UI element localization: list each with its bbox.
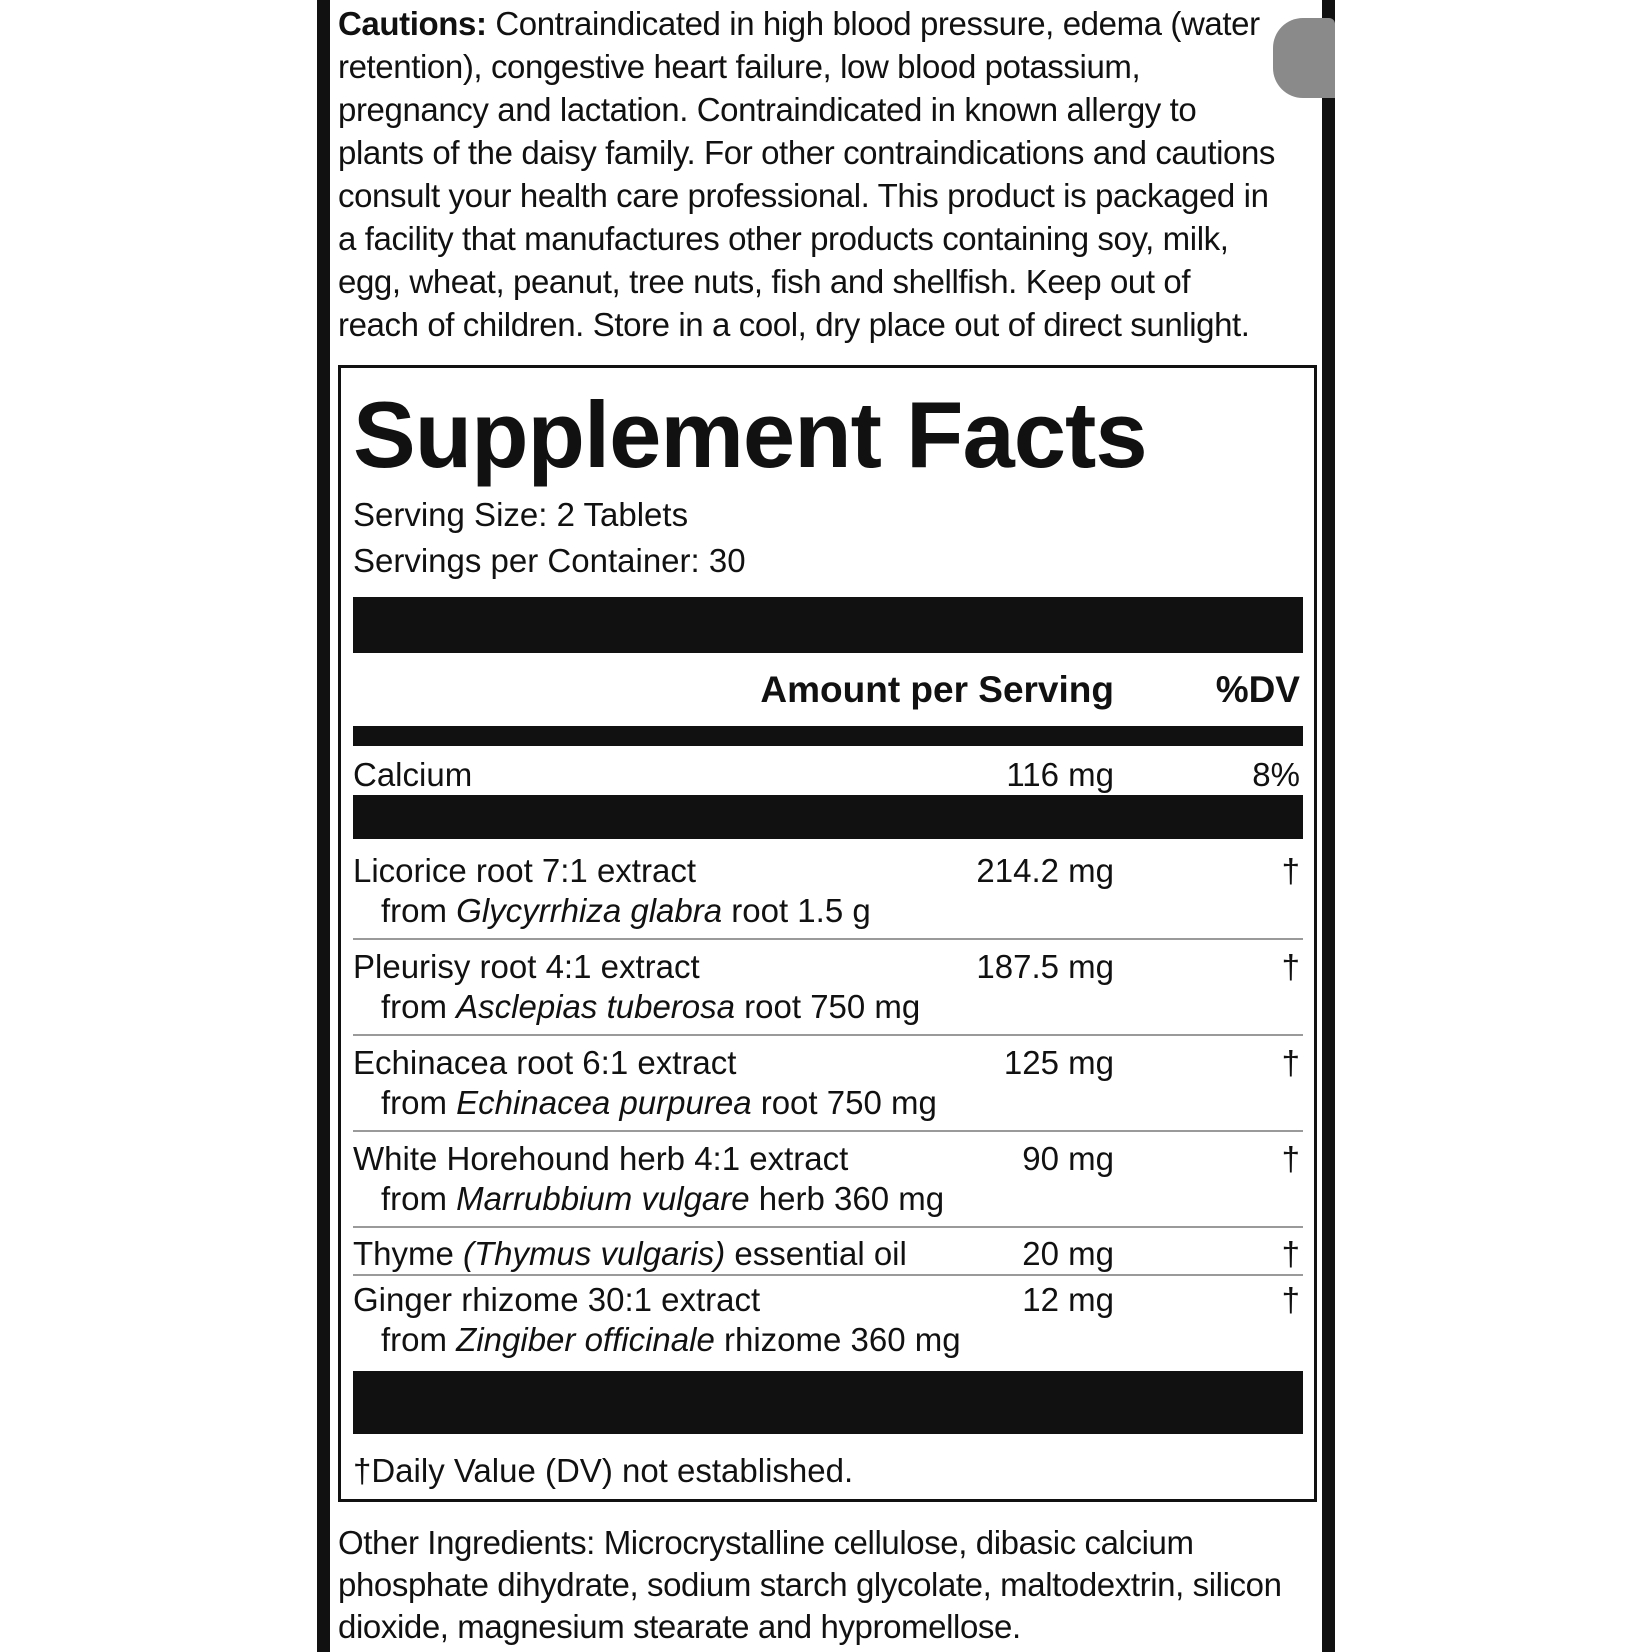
nutrient-name: Calcium	[353, 756, 473, 793]
row-divider	[353, 1226, 1303, 1228]
ingredient-source: from Zingiber officinale rhizome 360 mg	[381, 1321, 961, 1358]
supplement-facts-panel	[338, 365, 1317, 1502]
cautions-text: Contraindicated in high blood pressure, edema (water retention), congestive heart failure, low blood potassium, pregnancy and lactation. Contraindicated in known allergy to plants of the daisy family. For other contraindications and cautions consult your health care professional. This product is packaged in a facility that manufactures other products containing soy, milk, egg, wheat, peanut, tree nuts, fish and shellfish. Keep out of reach of children. Store in a cool, dry place out of direct sunlight.	[338, 5, 1276, 343]
daily-value-header: %DV	[1215, 669, 1300, 710]
ingredient-source: from Echinacea purpurea root 750 mg	[381, 1084, 937, 1121]
ingredient-dv: †	[1281, 1235, 1300, 1272]
row-divider	[353, 1034, 1303, 1036]
heavy-bar-header	[353, 726, 1303, 746]
row-divider	[353, 1130, 1303, 1132]
ingredient-dv: †	[1281, 948, 1300, 985]
ingredient-name: Ginger rhizome 30:1 extract	[353, 1281, 761, 1318]
cautions-heading: Cautions:	[338, 5, 487, 42]
heavy-bar-calcium	[353, 795, 1303, 839]
ingredient-source: from Asclepias tuberosa root 750 mg	[381, 988, 921, 1025]
ingredient-amount: 90 mg	[1022, 1140, 1114, 1177]
ingredient-dv: †	[1281, 852, 1300, 889]
row-divider	[353, 1274, 1303, 1276]
ingredient-amount: 125 mg	[1003, 1044, 1114, 1081]
row-divider	[353, 938, 1303, 940]
serving-size: Serving Size: 2 Tablets	[353, 496, 689, 533]
ingredient-name: Pleurisy root 4:1 extract	[353, 948, 700, 985]
cautions-paragraph	[338, 2, 1278, 346]
ingredient-dv: †	[1281, 1044, 1300, 1081]
ingredient-source: from Marrubbium vulgare herb 360 mg	[381, 1180, 945, 1217]
amount-per-serving-header: Amount per Serving	[760, 669, 1114, 710]
ingredient-amount: 214.2 mg	[976, 852, 1114, 889]
ingredient-name: Thyme (Thymus vulgaris) essential oil	[353, 1235, 907, 1272]
heavy-bar-top	[353, 597, 1303, 653]
ingredient-amount: 187.5 mg	[976, 948, 1114, 985]
facts-title: Supplement Facts	[353, 382, 1147, 487]
servings-per-container: Servings per Container: 30	[353, 542, 746, 579]
label-corner-tab	[1273, 18, 1335, 98]
ingredient-amount: 20 mg	[1022, 1235, 1114, 1272]
ingredient-source: from Glycyrrhiza glabra root 1.5 g	[381, 892, 871, 929]
nutrient-dv: 8%	[1252, 756, 1300, 793]
ingredient-dv: †	[1281, 1140, 1300, 1177]
nutrient-amount: 116 mg	[1006, 756, 1114, 793]
heavy-bar-bottom	[353, 1371, 1303, 1434]
ingredient-name: White Horehound herb 4:1 extract	[353, 1140, 849, 1177]
ingredient-name: Licorice root 7:1 extract	[353, 852, 696, 889]
ingredient-name: Echinacea root 6:1 extract	[353, 1044, 737, 1081]
other-ingredients: Other Ingredients: Microcrystalline cellulose, dibasic calcium phosphate dihydrate, sodium starch glycolate, maltodextrin, silicon dioxide, magnesium stearate and hypromellose.	[338, 1524, 1282, 1645]
daily-value-footnote: †Daily Value (DV) not established.	[353, 1452, 854, 1489]
ingredient-amount: 12 mg	[1022, 1281, 1114, 1318]
ingredient-dv: †	[1281, 1281, 1300, 1318]
